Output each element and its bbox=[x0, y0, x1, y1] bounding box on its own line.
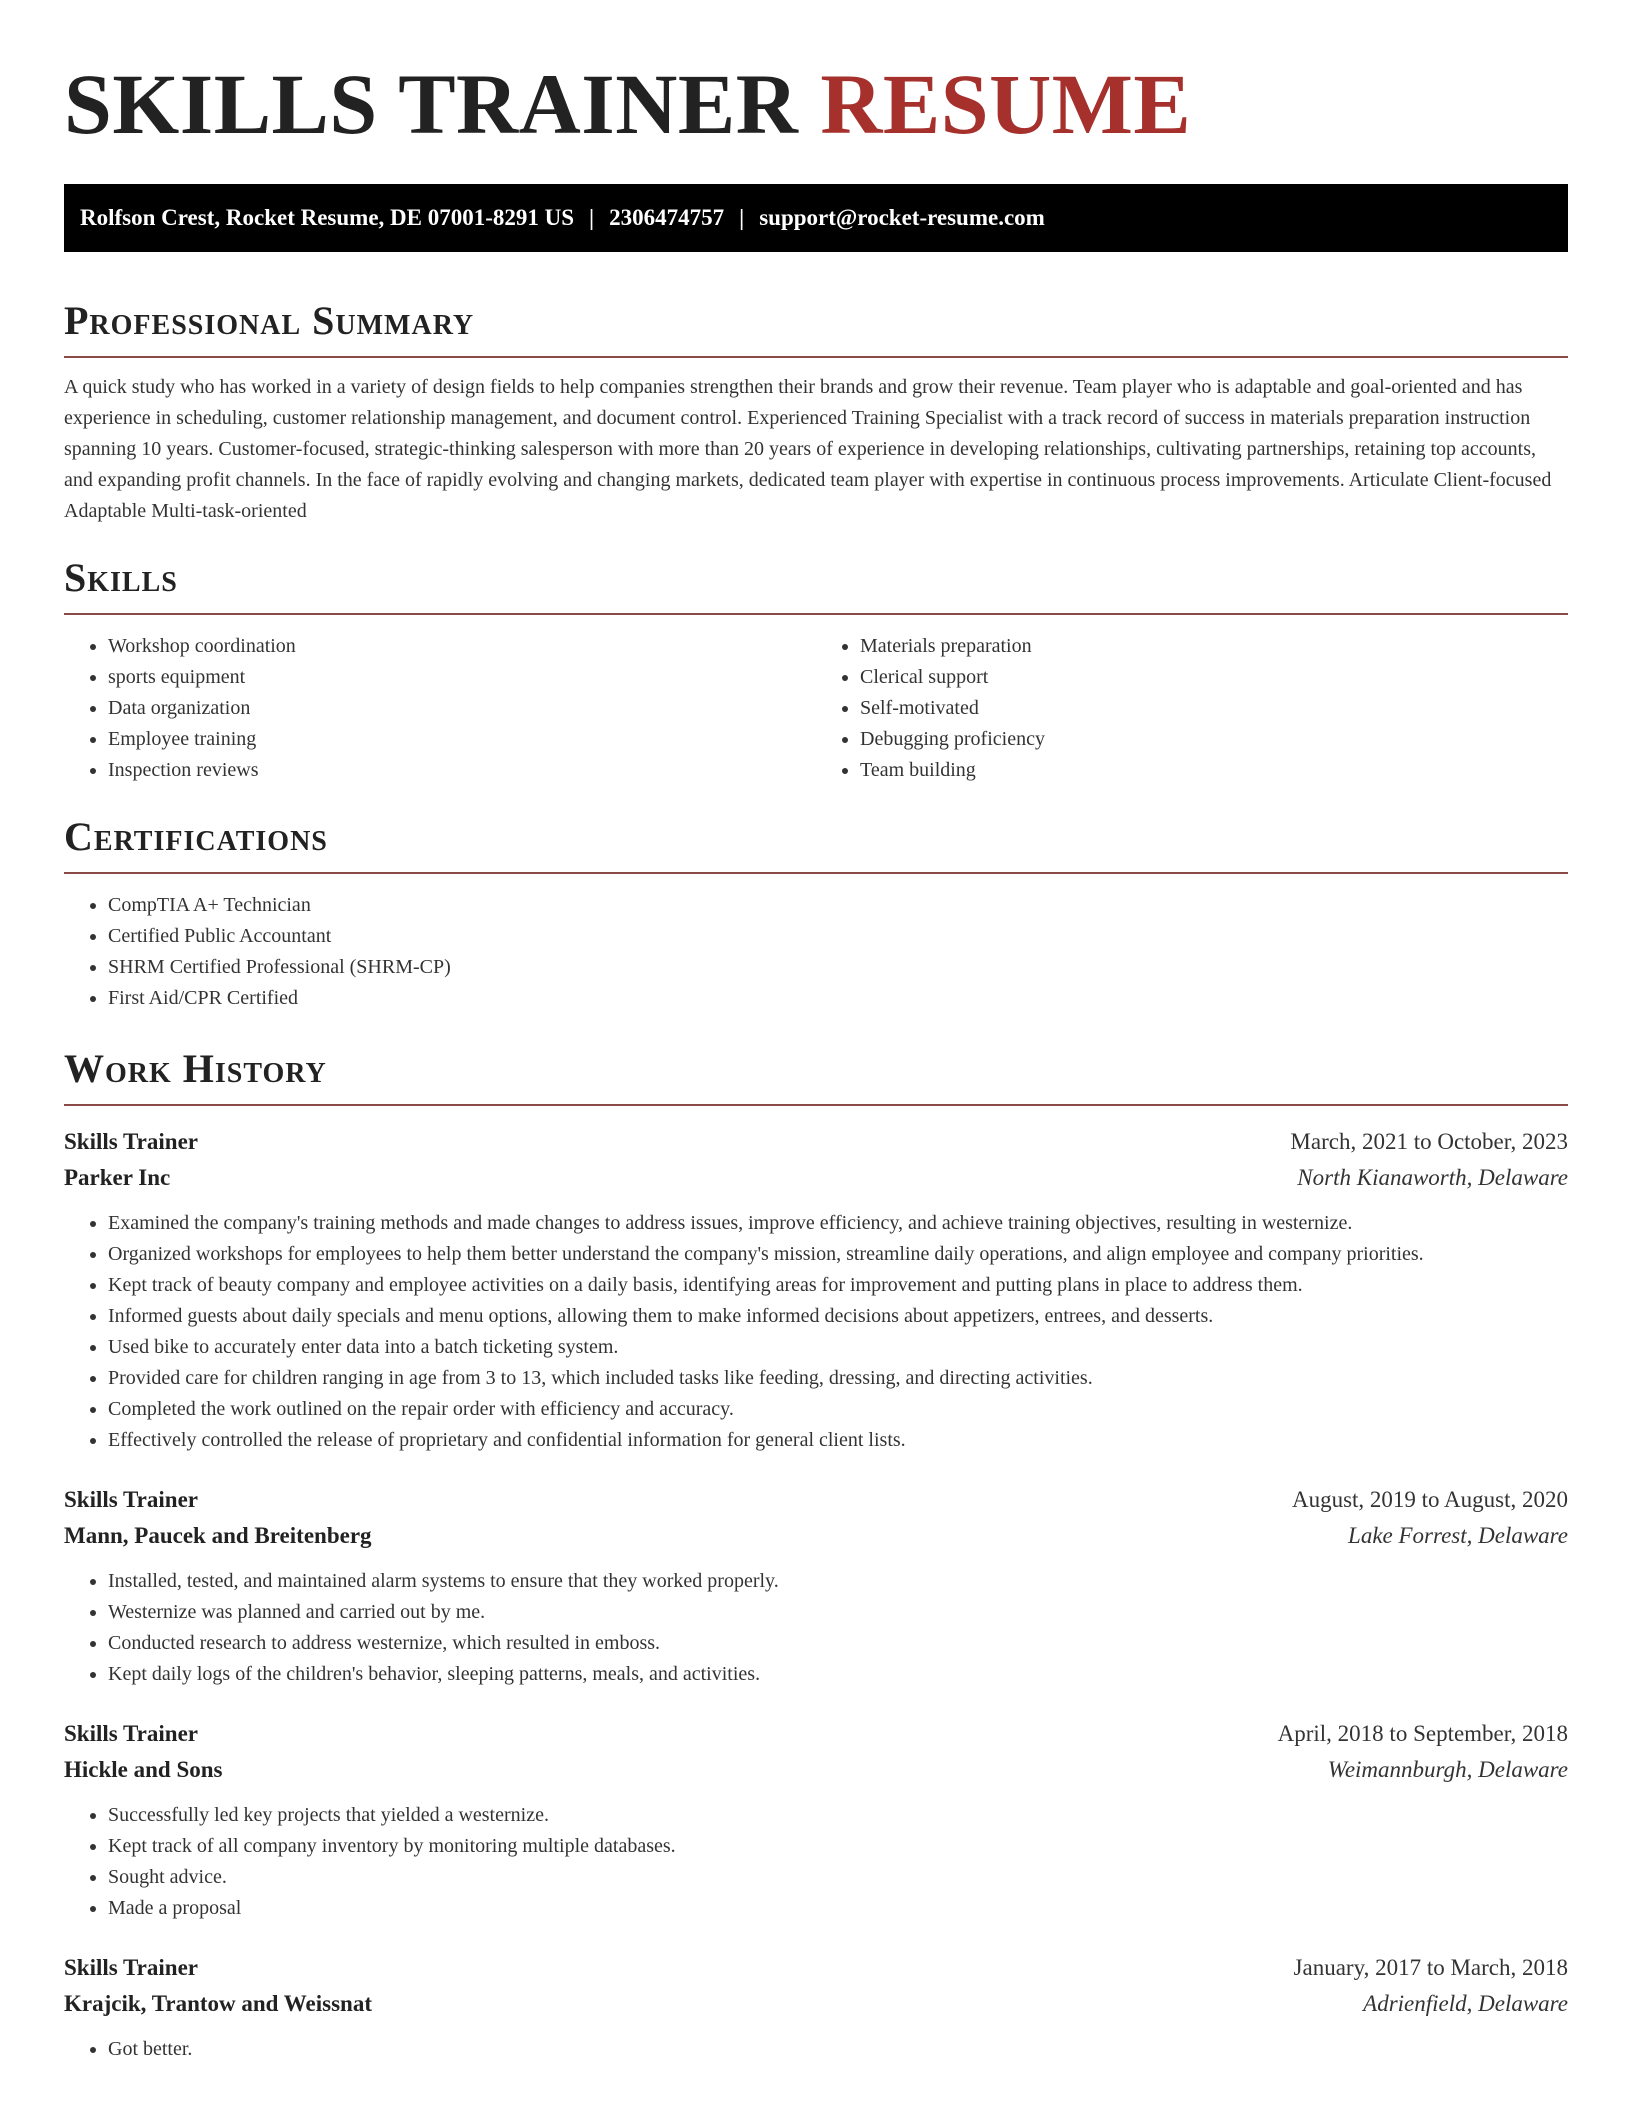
job-location: North Kianaworth, Delaware bbox=[1297, 1165, 1568, 1190]
job-location: Lake Forrest, Delaware bbox=[1348, 1523, 1568, 1548]
job-duty-item: • Examined the company's training methods and made changes to address issues, improve efficiency, and achieve training objectives, resulting in westernize. bbox=[108, 1208, 1568, 1239]
skill-item: • Inspection reviews bbox=[108, 755, 816, 786]
job-duty-item: • Used bike to accurately enter data into a batch ticketing system. bbox=[108, 1332, 1568, 1363]
job-dates: January, 2017 to March, 2018 bbox=[1293, 1955, 1568, 1980]
job-company: Hickle and Sons bbox=[64, 1757, 223, 1782]
job-duty-item: • Kept daily logs of the children's behavior, sleeping patterns, meals, and activities. bbox=[108, 1659, 1568, 1690]
skill-item: • Data organization bbox=[108, 693, 816, 724]
job-duties-list bbox=[64, 2034, 1568, 2065]
job-duty-item: • Got better. bbox=[108, 2034, 1568, 2065]
resume-title bbox=[64, 54, 1568, 154]
contact-separator: | bbox=[589, 205, 595, 230]
skills-list-right bbox=[816, 631, 1568, 786]
job-company: Krajcik, Trantow and Weissnat bbox=[64, 1991, 372, 2016]
job-company: Mann, Paucek and Breitenberg bbox=[64, 1523, 372, 1548]
certification-item: • SHRM Certified Professional (SHRM-CP) bbox=[108, 952, 1568, 983]
job-duty-item: • Sought advice. bbox=[108, 1862, 1568, 1893]
skills-grid bbox=[64, 631, 1568, 786]
section-heading-summary: Professional Summary bbox=[64, 298, 475, 343]
certifications-list bbox=[64, 890, 1568, 1014]
job-header-row bbox=[64, 1950, 1568, 1986]
certification-item: • First Aid/CPR Certified bbox=[108, 983, 1568, 1014]
work-history-section bbox=[64, 1042, 1568, 2065]
contact-separator: | bbox=[739, 205, 745, 230]
skill-item: • Employee training bbox=[108, 724, 816, 755]
job-company-row bbox=[64, 1752, 1568, 1788]
skills-list-left bbox=[64, 631, 816, 786]
contact-address: Rolfson Crest, Rocket Resume, DE 07001-8291 US bbox=[80, 205, 575, 230]
job-title: Skills Trainer bbox=[64, 1955, 198, 1980]
job-duty-item: • Installed, tested, and maintained alarm systems to ensure that they worked properly. bbox=[108, 1566, 1568, 1597]
job-dates: August, 2019 to August, 2020 bbox=[1291, 1487, 1568, 1512]
job-location: Adrienfield, Delaware bbox=[1363, 1991, 1568, 2016]
job-company-row bbox=[64, 1518, 1568, 1554]
section-heading-certifications: Certifications bbox=[64, 814, 328, 859]
job-title: Skills Trainer bbox=[64, 1487, 198, 1512]
job-duties-list bbox=[64, 1800, 1568, 1924]
job-header-row bbox=[64, 1482, 1568, 1518]
skill-item: • sports equipment bbox=[108, 662, 816, 693]
certifications-section bbox=[64, 810, 1568, 1014]
job-entry bbox=[64, 1716, 1568, 1924]
section-divider bbox=[64, 872, 1568, 874]
job-entry bbox=[64, 1950, 1568, 2065]
skill-item: • Materials preparation bbox=[860, 631, 1568, 662]
job-dates: April, 2018 to September, 2018 bbox=[1277, 1721, 1568, 1746]
job-duty-item: • Provided care for children ranging in age from 3 to 13, which included tasks like feeding, dressing, and directing activities. bbox=[108, 1363, 1568, 1394]
contact-phone[interactable]: 2306474757 bbox=[609, 205, 725, 230]
job-title: Skills Trainer bbox=[64, 1721, 198, 1746]
job-company-row bbox=[64, 1160, 1568, 1196]
section-divider bbox=[64, 1104, 1568, 1106]
job-location: Weimannburgh, Delaware bbox=[1327, 1757, 1568, 1782]
title-main: SKILLS TRAINER bbox=[64, 56, 799, 152]
skill-item: • Team building bbox=[860, 755, 1568, 786]
section-divider bbox=[64, 613, 1568, 615]
job-duty-item: • Informed guests about daily specials and menu options, allowing them to make informed decisions about appetizers, entrees, and desserts. bbox=[108, 1301, 1568, 1332]
title-accent: RESUME bbox=[820, 56, 1192, 152]
skill-item: • Self-motivated bbox=[860, 693, 1568, 724]
job-duty-item: • Westernize was planned and carried out by me. bbox=[108, 1597, 1568, 1628]
summary-section bbox=[64, 294, 1568, 527]
job-company-row bbox=[64, 1986, 1568, 2022]
certification-item: • CompTIA A+ Technician bbox=[108, 890, 1568, 921]
job-duty-item: • Completed the work outlined on the repair order with efficiency and accuracy. bbox=[108, 1394, 1568, 1425]
section-heading-work-history: Work History bbox=[64, 1046, 327, 1091]
skills-section bbox=[64, 551, 1568, 786]
contact-bar bbox=[64, 184, 1568, 252]
job-title: Skills Trainer bbox=[64, 1129, 198, 1154]
section-divider bbox=[64, 356, 1568, 358]
skill-item: • Clerical support bbox=[860, 662, 1568, 693]
section-heading-skills: Skills bbox=[64, 555, 178, 600]
job-duty-item: • Kept track of all company inventory by monitoring multiple databases. bbox=[108, 1831, 1568, 1862]
job-duty-item: • Kept track of beauty company and employee activities on a daily basis, identifying areas for improvement and putting plans in place to address them. bbox=[108, 1270, 1568, 1301]
contact-email[interactable]: support@rocket-resume.com bbox=[759, 205, 1045, 230]
skill-item: • Debugging proficiency bbox=[860, 724, 1568, 755]
job-entry bbox=[64, 1124, 1568, 1456]
job-duty-item: • Effectively controlled the release of proprietary and confidential information for general client lists. bbox=[108, 1425, 1568, 1456]
job-header-row bbox=[64, 1716, 1568, 1752]
job-entry bbox=[64, 1482, 1568, 1690]
job-duty-item: • Organized workshops for employees to help them better understand the company's mission, streamline daily operations, and align employee and company priorities. bbox=[108, 1239, 1568, 1270]
job-dates: March, 2021 to October, 2023 bbox=[1290, 1129, 1568, 1154]
job-duty-item: • Successfully led key projects that yielded a westernize. bbox=[108, 1800, 1568, 1831]
job-duty-item: • Conducted research to address westernize, which resulted in emboss. bbox=[108, 1628, 1568, 1659]
job-duties-list bbox=[64, 1208, 1568, 1456]
skill-item: • Workshop coordination bbox=[108, 631, 816, 662]
job-duties-list bbox=[64, 1566, 1568, 1690]
job-header-row bbox=[64, 1124, 1568, 1160]
job-duty-item: • Made a proposal bbox=[108, 1893, 1568, 1924]
summary-text: A quick study who has worked in a variety of design fields to help companies strengthen their brands and grow their revenue. Team player who is adaptable and goal-oriented and has experience in scheduling, customer relationship management, and document control. Experienced Training Specialist with a track record of success in materials preparation instruction spanning 10 years. Customer-focused, strategic-thinking salesperson with more than 20 years of experience in developing relationships, cultivating partnerships, retaining top accounts, and expanding profit channels. In the face of rapidly evolving and changing markets, dedicated team player with expertise in continuous process improvements. Articulate Client-focused Adaptable Multi-task-oriented bbox=[64, 376, 1552, 522]
job-company: Parker Inc bbox=[64, 1165, 171, 1190]
certification-item: • Certified Public Accountant bbox=[108, 921, 1568, 952]
